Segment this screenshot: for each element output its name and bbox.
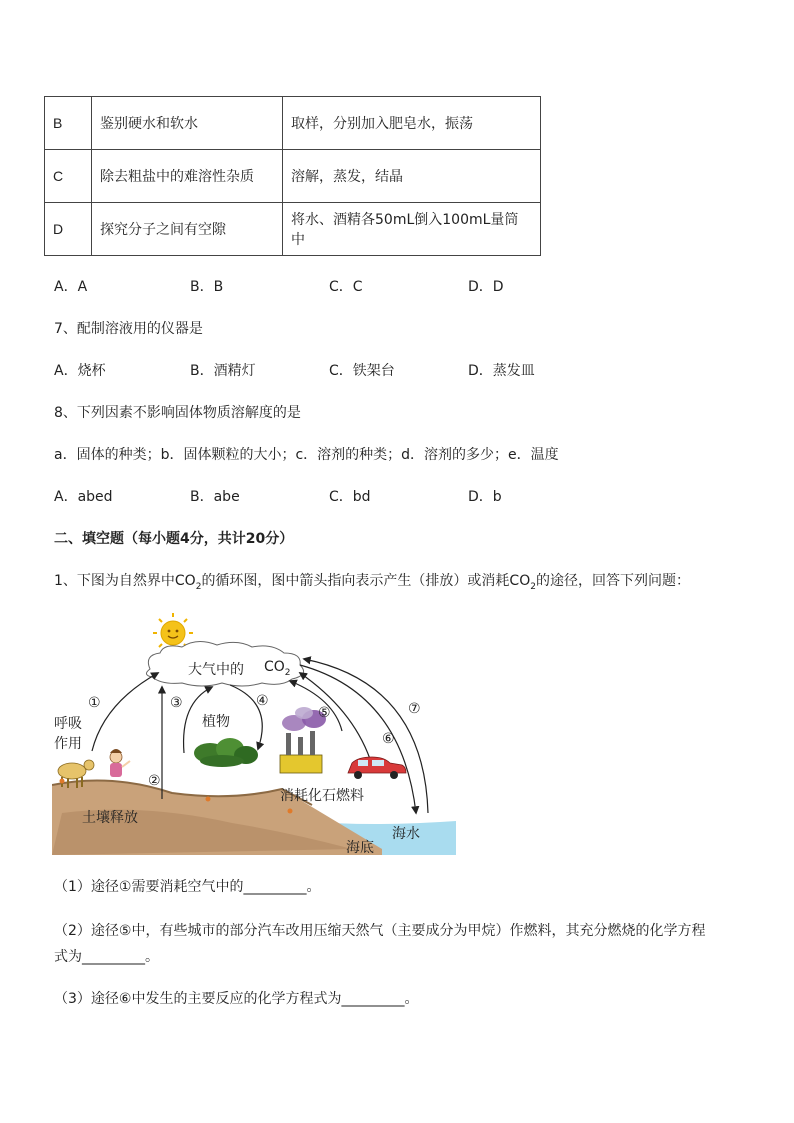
q6-choice-b: B．B: [190, 279, 224, 295]
plant-icon: [194, 738, 258, 767]
q6-choice-c: C．C: [329, 279, 363, 295]
section-heading: 二、填空题（每小题4分，共计20分）: [54, 531, 294, 547]
person-icon: [110, 749, 130, 777]
route4-label: ④: [256, 693, 269, 709]
q8-choice-d: D．b: [468, 489, 502, 505]
row-purpose: 除去粗盐中的难溶性杂质: [92, 150, 283, 203]
seawater-label: 海水: [392, 826, 420, 842]
q8-choice-a: A．abed: [54, 489, 113, 505]
table-row: [45, 97, 541, 150]
row-purpose: 鉴别硬水和软水: [92, 97, 283, 150]
cloud-label: 大气中的: [188, 662, 244, 678]
q6-choice-a: A．A: [54, 279, 88, 295]
table-row: [45, 150, 541, 203]
route1-arrow: [92, 673, 158, 751]
fq1-subscript: 2: [530, 581, 536, 592]
row-letter: B: [45, 97, 92, 150]
respiration-label: 作用: [54, 736, 82, 752]
plants-label: 植物: [202, 714, 230, 730]
route5-label: ⑤: [318, 705, 331, 721]
route7-label: ⑦: [408, 701, 421, 717]
fq1-stem-part: 的循环图，图中箭头指向表示产生（排放）或消耗CO: [201, 573, 531, 589]
row-method: 将水、酒精各50mL倒入100mL量筒中: [283, 203, 541, 256]
q7-choice-d: D．蒸发皿: [468, 363, 535, 379]
q7-choice-c: C．铁架台: [329, 363, 395, 379]
sub-question-2: （2）途径⑤中，有些城市的部分汽车改用压缩天然气（主要成分为甲烷）作燃料，其充分燃烧的化学方程: [54, 923, 706, 939]
route2-label: ②: [148, 773, 161, 789]
respiration-label: 呼吸: [54, 716, 82, 732]
fossil-fuel-label: 消耗化石燃料: [280, 788, 364, 804]
q7-stem: 7、配制溶液用的仪器是: [54, 321, 203, 337]
car-icon: [348, 757, 406, 779]
fq1-subscript: 2: [195, 581, 202, 592]
table-row: [45, 203, 541, 256]
co2-subscript: 2: [284, 667, 291, 678]
q6-choice-d: D．D: [468, 279, 504, 295]
co2-label: [264, 659, 291, 678]
route1-label: ①: [88, 695, 101, 711]
row-method: 取样，分别加入肥皂水，振荡: [283, 97, 541, 150]
q8-factors: a．固体的种类；b．固体颗粒的大小；c．溶剂的种类；d．溶剂的多少；e．温度: [54, 447, 559, 463]
options-table: [44, 96, 541, 256]
fq1-stem-part: 1、下图为自然界中CO: [54, 573, 196, 589]
row-letter: D: [45, 203, 92, 256]
fq1-stem: [54, 570, 690, 592]
carbon-cycle-diagram: [52, 613, 456, 855]
q7-choice-a: A．烧杯: [54, 363, 106, 379]
row-method: 溶解，蒸发，结晶: [283, 150, 541, 203]
q8-stem: 8、下列因素不影响固体物质溶解度的是: [54, 405, 301, 421]
route6-label: ⑥: [382, 731, 395, 747]
q8-choice-c: C．bd: [329, 489, 371, 505]
co2-text: CO: [264, 659, 285, 675]
sub-question-2-cont: 式为_________。: [54, 949, 159, 965]
sub-question-1: （1）途径①需要消耗空气中的_________。: [54, 879, 321, 895]
route3-label: ③: [170, 695, 183, 711]
soil-label: 土壤释放: [82, 810, 138, 826]
sub-question-3: （3）途径⑥中发生的主要反应的化学方程式为_________。: [54, 991, 419, 1007]
row-letter: C: [45, 150, 92, 203]
q7-choice-b: B．酒精灯: [190, 363, 256, 379]
seabed-label: 海底: [346, 840, 374, 856]
row-purpose: 探究分子之间有空隙: [92, 203, 283, 256]
q8-choice-b: B．abe: [190, 489, 240, 505]
fq1-stem-part: 的途径，回答下列问题：: [535, 573, 690, 589]
